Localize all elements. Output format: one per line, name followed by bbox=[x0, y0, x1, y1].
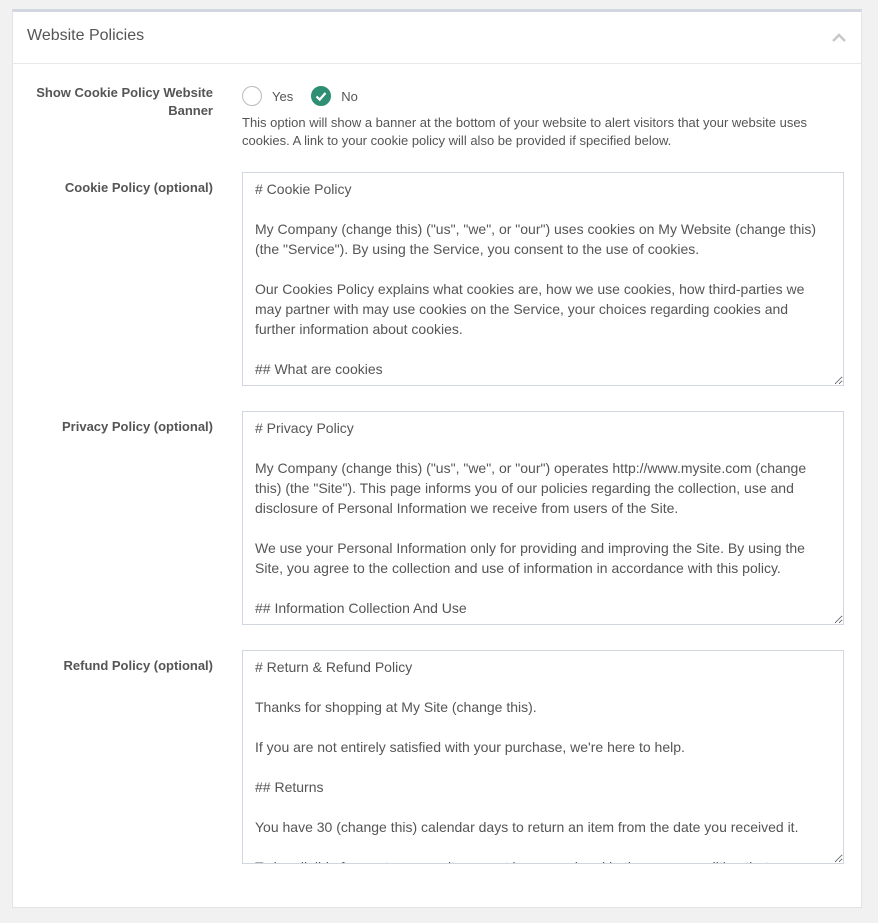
panel-title: Website Policies bbox=[27, 27, 145, 44]
website-policies-panel bbox=[12, 9, 862, 908]
radio-yes-label: Yes bbox=[272, 88, 294, 104]
refund-policy-control bbox=[242, 650, 844, 864]
radio-yes[interactable] bbox=[242, 86, 262, 106]
cookie-policy-control bbox=[242, 172, 844, 386]
cookie-banner-control bbox=[242, 84, 844, 150]
checkmark-icon bbox=[311, 86, 331, 106]
privacy-policy-label: Privacy Policy (optional) bbox=[62, 419, 213, 434]
radio-no-label: No bbox=[341, 88, 358, 104]
radio-option-yes[interactable] bbox=[242, 86, 293, 106]
radio-option-no[interactable] bbox=[311, 86, 358, 106]
chevron-up-icon[interactable] bbox=[831, 30, 847, 46]
cookie-banner-radio-group bbox=[242, 84, 844, 108]
cookie-banner-label: Show Cookie Policy Website Banner bbox=[36, 85, 213, 118]
cookie-policy-textarea[interactable] bbox=[242, 172, 844, 386]
refund-policy-label: Refund Policy (optional) bbox=[63, 658, 213, 673]
privacy-policy-control bbox=[242, 411, 844, 625]
cookie-banner-help: This option will show a banner at the bottom of your website to alert visitors that your website uses cookies. A link to your cookie policy will also be provided if specified below. bbox=[242, 115, 808, 148]
panel-header bbox=[13, 12, 861, 64]
radio-no[interactable] bbox=[311, 86, 331, 106]
refund-policy-textarea[interactable] bbox=[242, 650, 844, 864]
cookie-policy-label: Cookie Policy (optional) bbox=[64, 180, 213, 195]
privacy-policy-textarea[interactable] bbox=[242, 411, 844, 625]
